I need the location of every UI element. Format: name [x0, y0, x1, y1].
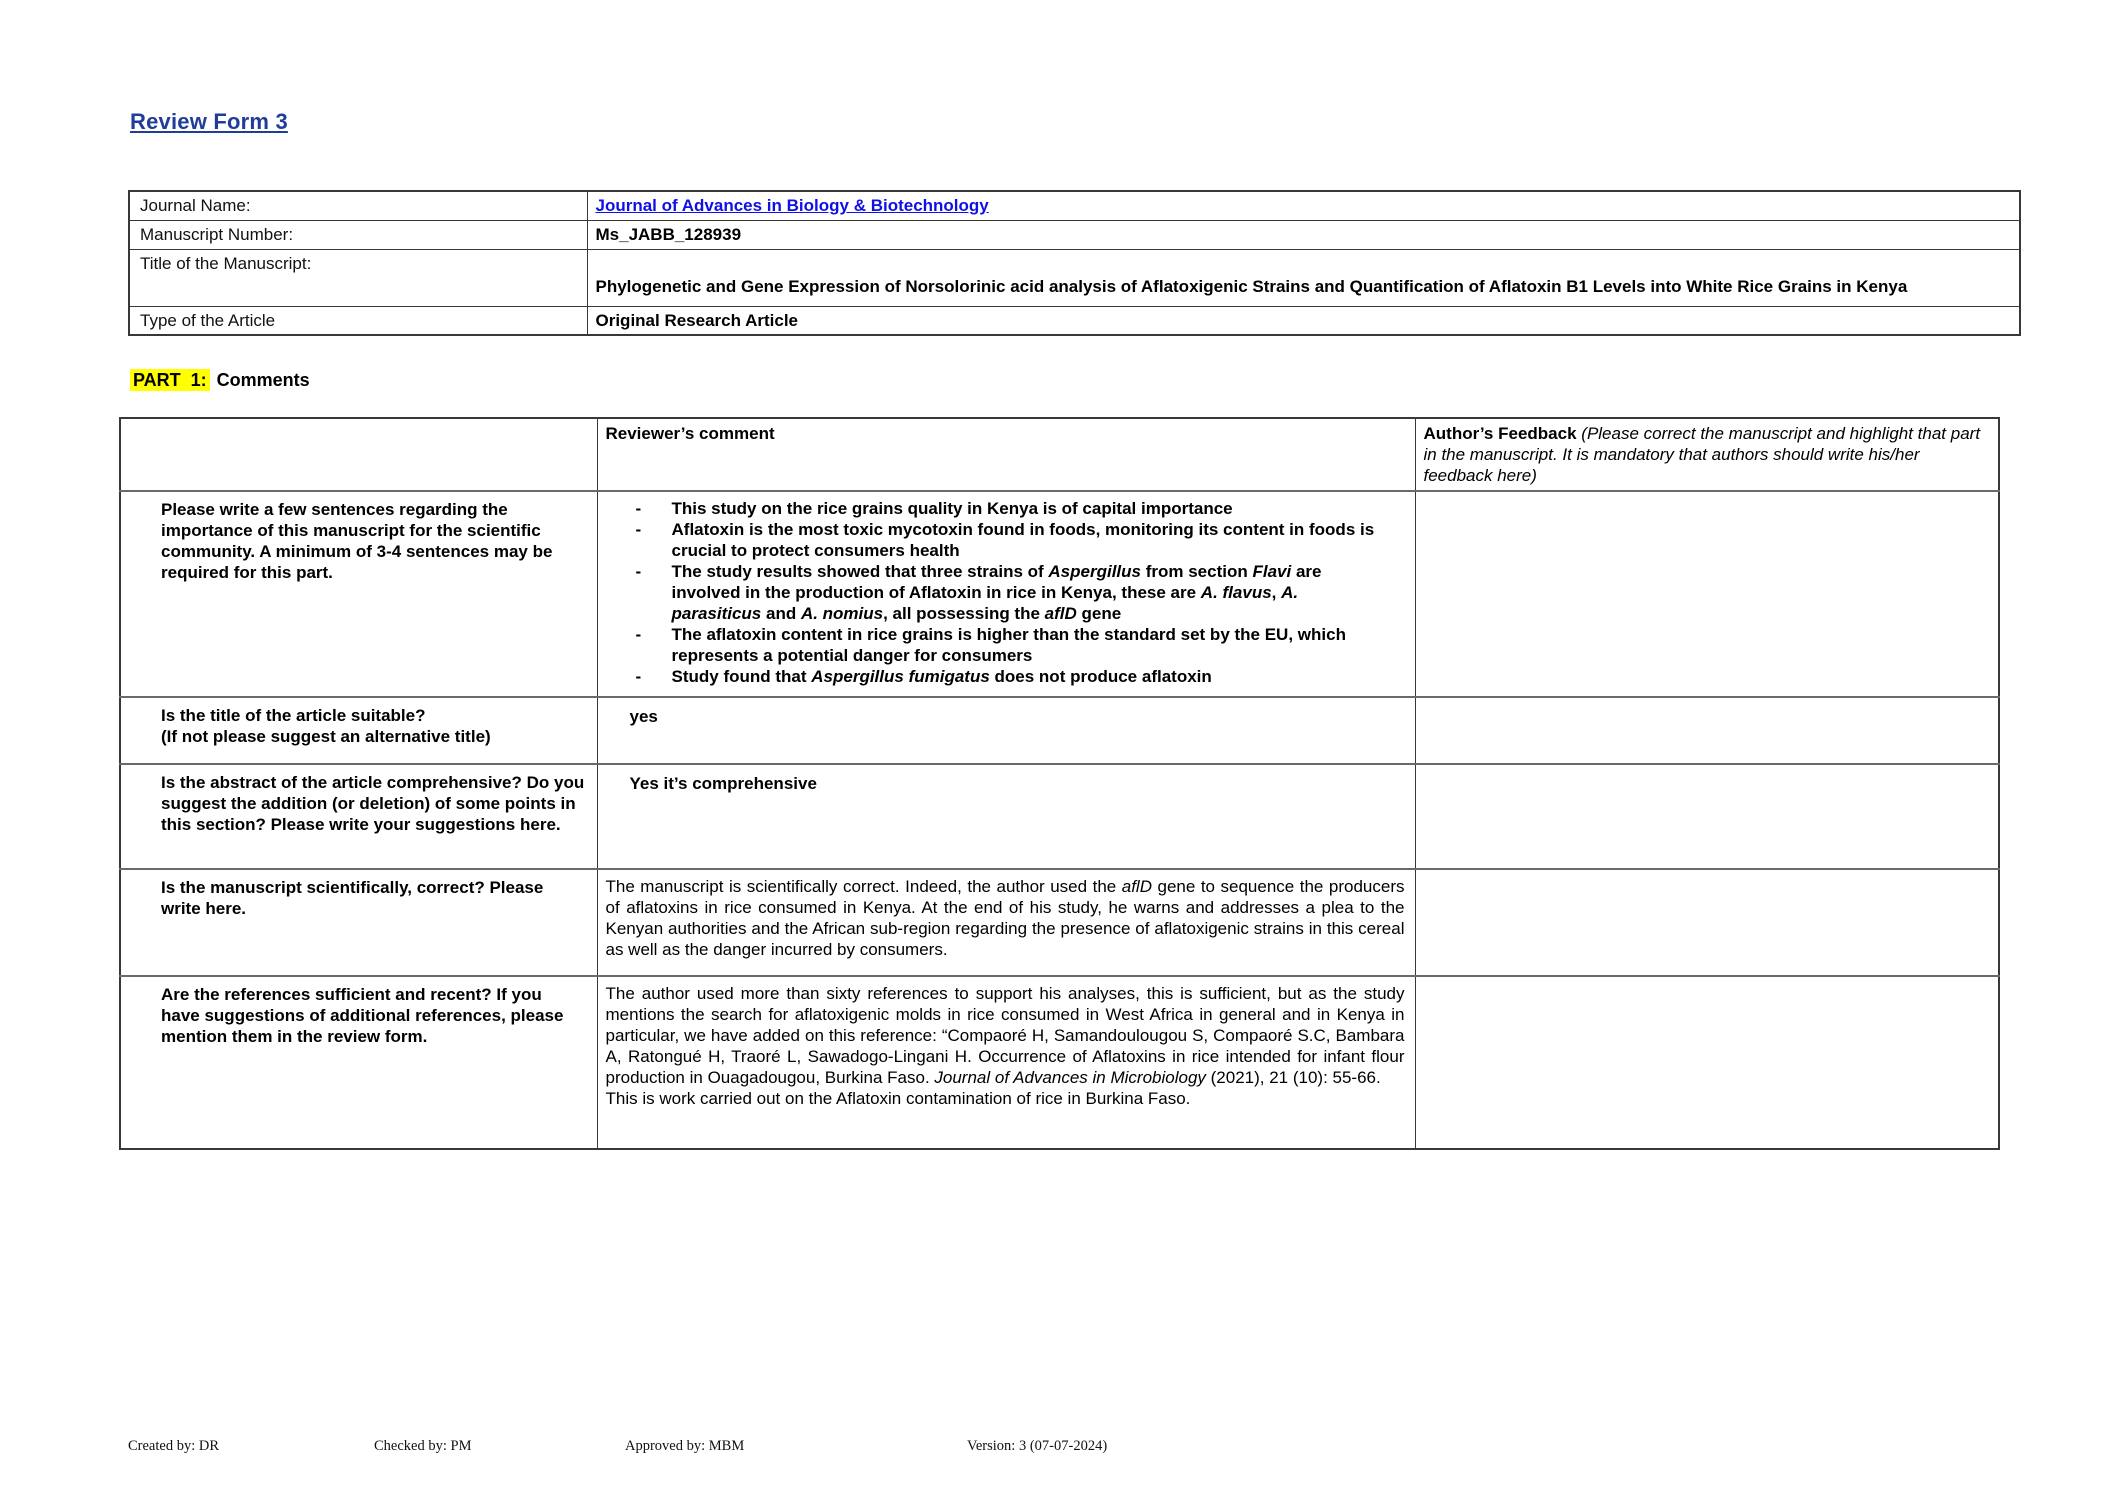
table-row-importance — [120, 491, 1999, 697]
comment-importance — [597, 491, 1415, 697]
review-comments-table — [119, 417, 2000, 1150]
comment-title-suitable: yes — [597, 697, 1415, 764]
feedback-cell-references — [1415, 976, 1999, 1149]
feedback-cell-title-suitable — [1415, 697, 1999, 764]
author-feedback-header — [1415, 418, 1999, 491]
comment-abstract: Yes it’s comprehensive — [597, 764, 1415, 869]
list-item: - Aflatoxin is the most toxic mycotoxin found in foods, monitoring its content in foods is crucial to protect consumers health — [628, 519, 1405, 561]
comment-scientific: The manuscript is scientifically correct. Indeed, the author used the aflD gene to sequence the producers of aflatoxins in rice consumed in Kenya. At the end of his study, he warns and addresses a plea to the Kenyan authorities and the African sub-region regarding the presence of aflatoxigenic strains in this cereal as well as the danger incurred by consumers. — [597, 869, 1415, 976]
journal-name-link[interactable]: Journal of Advances in Biology & Biotechnology — [595, 196, 989, 215]
page-title: Review Form 3 — [130, 109, 288, 134]
author-feedback-header-bold: Author’s Feedback — [1423, 424, 1577, 443]
bullet-dash: - — [635, 625, 642, 644]
manuscript-number-value: Ms_JABB_128939 — [587, 220, 2020, 249]
bullet-dash: - — [635, 499, 642, 518]
list-item: - This study on the rice grains quality in Kenya is of capital importance — [628, 498, 1405, 519]
part1-badge: PART 1: — [130, 369, 210, 391]
question-references: Are the references sufficient and recent? If you have suggestions of additional references, please mention them in the review form. — [120, 976, 597, 1149]
table-header-row — [120, 418, 1999, 491]
table-row-references — [120, 976, 1999, 1149]
part1-heading — [130, 370, 310, 391]
bullet-dash: - — [635, 520, 642, 539]
article-type-value: Original Research Article — [587, 306, 2020, 335]
footer-created-by: Created by: DR — [128, 1438, 220, 1454]
bullet-dash: - — [635, 667, 642, 686]
header-empty-cell — [120, 418, 597, 491]
feedback-cell-importance — [1415, 491, 1999, 697]
table-row — [129, 306, 2020, 335]
manuscript-title-value: Phylogenetic and Gene Expression of Norsolorinic acid analysis of Aflatoxigenic Strains and Quantification of Aflatoxin B1 Levels into White Rice Grains in Kenya — [587, 249, 2020, 306]
list-item: - The aflatoxin content in rice grains is higher than the standard set by the EU, which represents a potential danger for consumers — [628, 624, 1405, 666]
footer-version: Version: 3 (07-07-2024) — [967, 1438, 1108, 1454]
footer-checked-by: Checked by: PM — [374, 1438, 472, 1454]
reviewer-comment-header: Reviewer’s comment — [597, 418, 1415, 491]
question-abstract: Is the abstract of the article comprehensive? Do you suggest the addition (or deletion) of some points in this section? Please write your suggestions here. — [120, 764, 597, 869]
comment-references: The author used more than sixty references to support his analyses, this is sufficient, but as the study mentions the search for aflatoxigenic molds in rice consumed in West Africa in general and in Kenya in particular, we have added on this reference: “Compaoré H, Samandoulougou S, Compaoré S.C, Bambara A, Ratongué H, Traoré L, Sawadogo-Lingani H. Occurrence of Aflatoxins in rice intended for infant flour production in Ouagadougou, Burkina Faso. Journal of Advances in Microbiology (2021), 21 (10): 55-66. This is work carried out on the Aflatoxin contamination of rice in Burkina Faso. — [597, 976, 1415, 1149]
manuscript-title-label: Title of the Manuscript: — [129, 249, 587, 306]
list-item: - Study found that Aspergillus fumigatus does not produce aflatoxin — [628, 666, 1405, 687]
table-row-abstract — [120, 764, 1999, 869]
manuscript-number-label: Manuscript Number: — [129, 220, 587, 249]
list-item: - The study results showed that three strains of Aspergillus from section Flavi are involved in the production of Aflatoxin in rice in Kenya, these are A. flavus, A. parasiticus and A. nomius, all possessing the aflD gene — [628, 561, 1405, 624]
question-scientific: Is the manuscript scientifically, correct? Please write here. — [120, 869, 597, 976]
feedback-cell-scientific — [1415, 869, 1999, 976]
question-title-suitable: Is the title of the article suitable? (If not please suggest an alternative title) — [120, 697, 597, 764]
question-importance: Please write a few sentences regarding the importance of this manuscript for the scientific community. A minimum of 3-4 sentences may be required for this part. — [120, 491, 597, 697]
feedback-cell-abstract — [1415, 764, 1999, 869]
table-row — [129, 220, 2020, 249]
article-type-label: Type of the Article — [129, 306, 587, 335]
table-row-scientific — [120, 869, 1999, 976]
table-row — [129, 249, 2020, 306]
table-row-title-suitable — [120, 697, 1999, 764]
author-feedback-header-note: (Please correct the manuscript and highlight that part in the manuscript. It is mandatory that authors should write his/her feedback here) — [1423, 424, 1981, 485]
journal-name-label: Journal Name: — [129, 191, 587, 220]
table-row — [129, 191, 2020, 220]
footer-approved-by: Approved by: MBM — [625, 1438, 745, 1454]
bullet-dash: - — [635, 562, 642, 581]
manuscript-info-table — [128, 190, 2021, 336]
part1-heading-text: Comments — [216, 370, 310, 390]
